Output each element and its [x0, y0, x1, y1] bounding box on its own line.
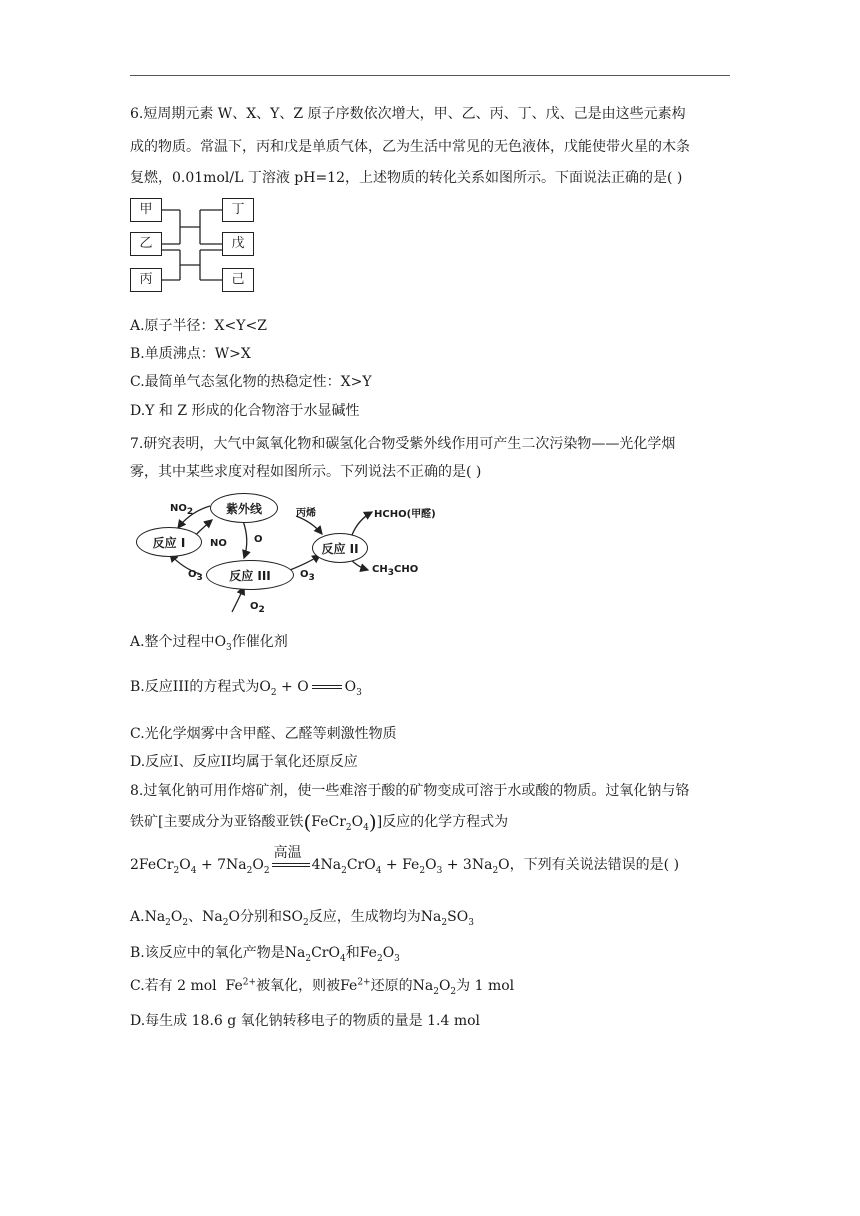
- label-o3-right: $O_3$: [300, 569, 315, 583]
- box-yi: 乙: [130, 232, 162, 256]
- box-ji: 己: [222, 268, 254, 292]
- label-propene: 丙烯: [296, 508, 316, 519]
- label-ch3cho: $CH_3CHO$: [372, 564, 419, 578]
- label-hcho: HCHO(甲醛): [374, 509, 436, 520]
- label-o3-left: $O_3$: [188, 569, 203, 583]
- q8-option-c: C.若有 2 mol $Fe^{2+}$被氧化，则被$Fe^{2+}$还原的$Na_2O_2$为 1 mol: [130, 977, 515, 997]
- q6-stem-line3: 复燃，0.01mol/L 丁溶液 pH=12，上述物质的转化关系如图所示。下面说法正确的是( ): [130, 170, 683, 186]
- label-no: NO: [210, 538, 227, 549]
- ellipse-reaction-1: 反应 I: [136, 527, 202, 557]
- q7-stem-line2: 雾，其中某些求度对程如图所示。下列说法不正确的是( ): [130, 464, 482, 480]
- ellipse-reaction-3: 反应 III: [206, 560, 294, 590]
- q7-option-b: B.反应III的方程式为$O_2 + O$ $O_3$: [130, 679, 362, 698]
- q6-option-c: C.最简单气态氢化物的热稳定性：X>Y: [130, 374, 372, 390]
- ellipse-uv: 紫外线: [210, 493, 278, 523]
- label-no2: $NO_2$: [170, 503, 194, 517]
- q7-stem-line1: 7.研究表明，大气中氮氧化物和碳氢化合物受紫外线作用可产生二次污染物——光化学烟: [130, 436, 676, 452]
- q6-option-d: D.Y 和 Z 形成的化合物溶于水显碱性: [130, 403, 360, 419]
- q8-equation: $2FeCr_2O_4 + 7Na_2O_2$ 高温 $4Na_2CrO_4 + Fe_2O_3 + 3Na_2O$，下列有关说法错误的是( ): [130, 845, 680, 876]
- equation-condition: 高温: [273, 845, 302, 861]
- q6-option-b: B.单质沸点：W>X: [130, 346, 251, 362]
- box-ding: 丁: [222, 198, 254, 222]
- q8-stem-line1: 8.过氧化钠可用作熔矿剂，使一些难溶于酸的矿物变成可溶于水或酸的物质。过氧化钠与铬: [130, 783, 690, 799]
- q6-stem-line2: 成的物质。常温下，丙和戊是单质气体，乙为生活中常见的无色液体，戊能使带火星的木条: [130, 139, 690, 155]
- q8-option-b: B.该反应中的氧化产物是$Na_2CrO_4$和$Fe_2O_3$: [130, 945, 400, 964]
- box-jia: 甲: [130, 198, 162, 222]
- q8-option-d: D.每生成 18.6 g 氧化钠转移电子的物质的量是 1.4 mol: [130, 1013, 481, 1029]
- box-bing: 丙: [130, 268, 162, 292]
- box-wu: 戊: [222, 232, 254, 256]
- q7-option-c: C.光化学烟雾中含甲醛、乙醛等刺激性物质: [130, 726, 397, 742]
- q7-option-a: A.整个过程中$O_3$作催化剂: [130, 634, 288, 653]
- q8-stem-line2: 铁矿[主要成分为亚铬酸亚铁$(FeCr_2O_4)$]反应的化学方程式为: [130, 810, 509, 834]
- label-o: O: [254, 534, 263, 545]
- q8-option-a: $A.Na_2O_2$、$Na_2O$分别和$SO_2$反应，生成物均为$Na_2SO_3$: [130, 909, 474, 928]
- q6-stem-line1: 6.短周期元素 W、X、Y、Z 原子序数依次增大，甲、乙、丙、丁、戊、己是由这些元素构: [130, 106, 686, 122]
- ellipse-reaction-2: 反应 II: [312, 533, 368, 563]
- label-o2: $O_2$: [250, 601, 265, 615]
- q6-option-a: A.原子半径：X<Y<Z: [130, 318, 267, 334]
- q7-option-d: D.反应I、反应II均属于氧化还原反应: [130, 754, 358, 770]
